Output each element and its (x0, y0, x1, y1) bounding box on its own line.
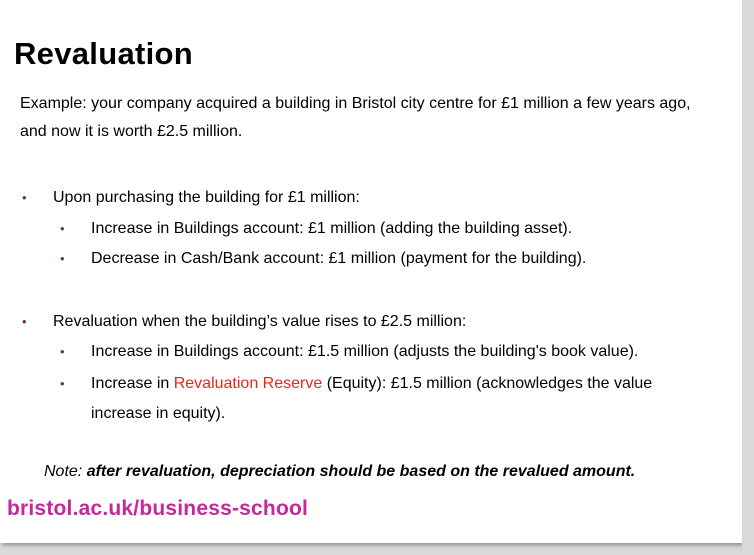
bullet-dot: • (60, 344, 65, 359)
list-item-revaluation-reserve (91, 374, 652, 394)
section-heading: Revaluation when the building’s value rises to £2.5 million: (53, 313, 467, 330)
list-item: Increase in Buildings account: £1.5 million (adjusts the building's book value). (91, 343, 639, 360)
note-text: after revaluation, depreciation should be based on the revalued amount. (82, 463, 636, 480)
list-item: Increase in Buildings account: £1 million (adding the building asset). (91, 220, 573, 237)
bullet-dot: • (22, 314, 27, 329)
bullet-dot: • (60, 251, 65, 266)
bullet-dot: • (22, 190, 27, 205)
note (44, 463, 635, 481)
bullet-dot: • (60, 221, 65, 236)
intro-text: Example: your company acquired a building in Bristol city centre for £1 million a few years ago, and now it is worth £2.5 million. (20, 95, 691, 140)
list-item: Decrease in Cash/Bank account: £1 million (payment for the building). (91, 250, 587, 267)
slide-title: Revaluation (14, 36, 194, 71)
footer-url: bristol.ac.uk/business-school (7, 497, 309, 520)
list-item-continuation: increase in equity). (91, 405, 226, 422)
list-item-prefix: Increase in (91, 375, 174, 392)
window-edge (742, 0, 754, 555)
bullet-dot: • (60, 376, 65, 391)
revaluation-reserve-highlight: Revaluation Reserve (173, 375, 323, 392)
section-heading: Upon purchasing the building for £1 million: (53, 189, 360, 206)
list-item-suffix: (Equity): £1.5 million (acknowledges the value (322, 375, 653, 392)
note-prefix: Note: (44, 463, 83, 480)
